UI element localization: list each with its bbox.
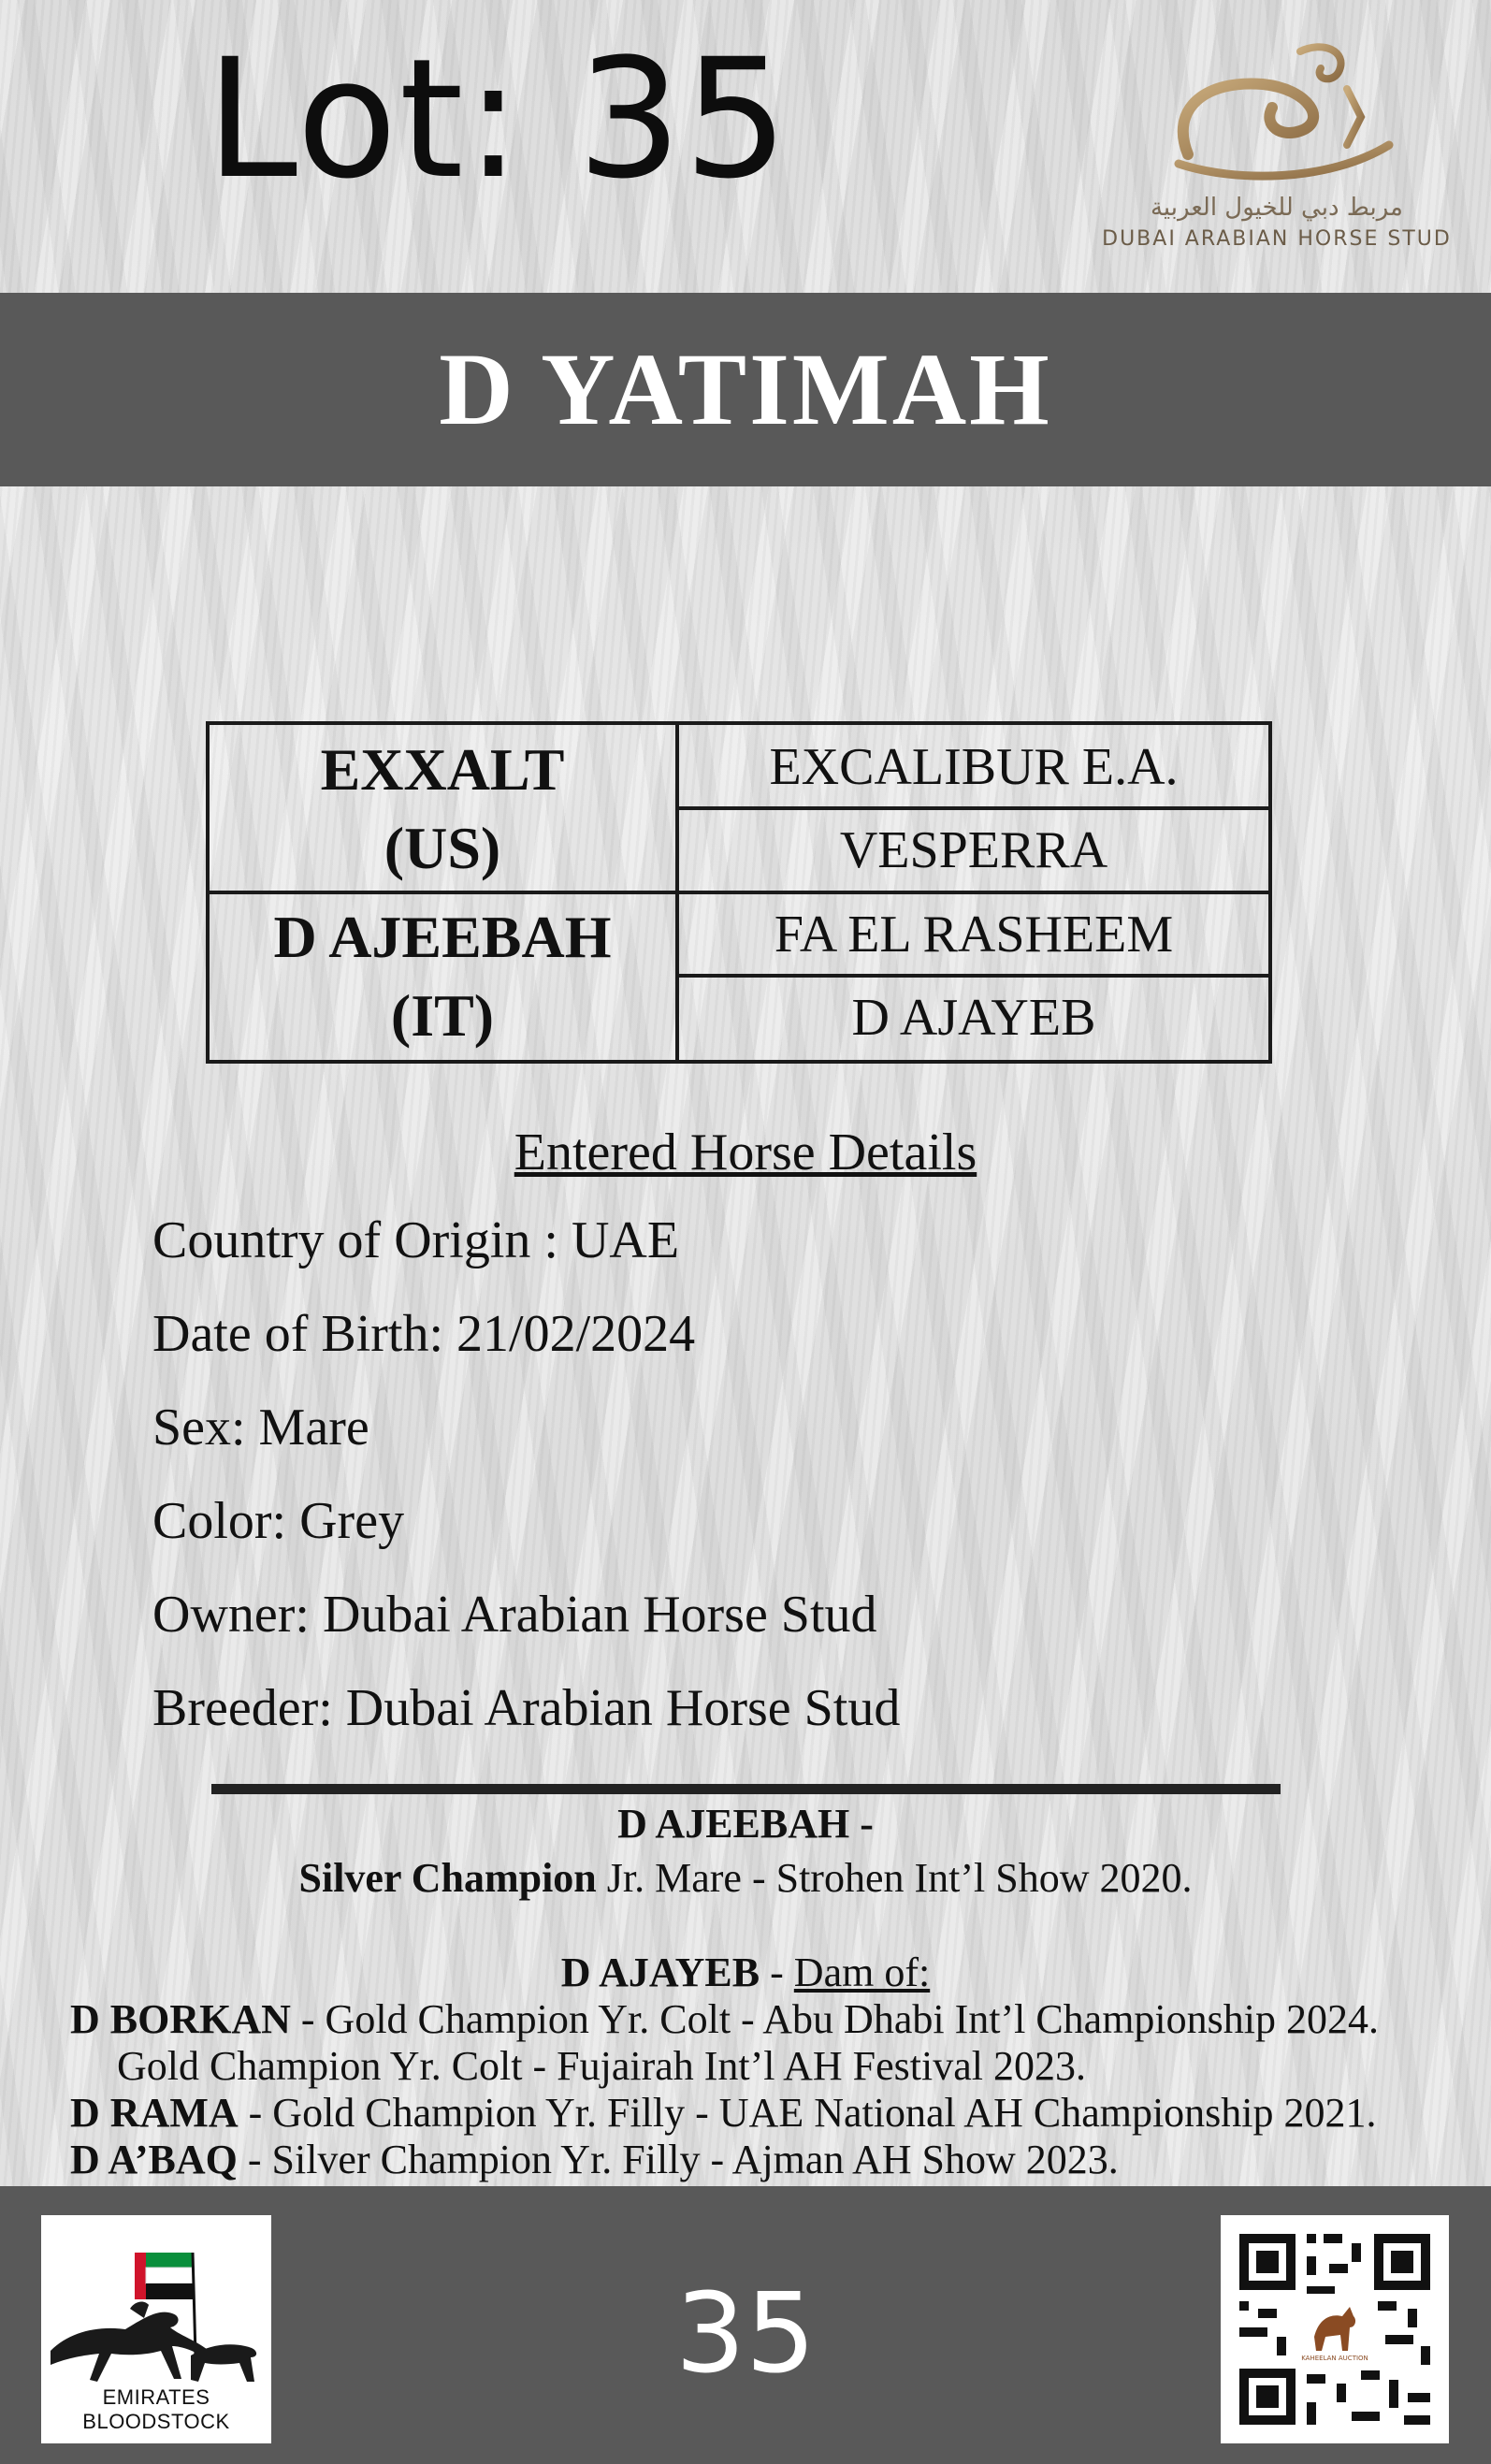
qr-code-icon — [1221, 2215, 1449, 2443]
owner: Owner: Dubai Arabian Horse Stud — [152, 1586, 877, 1644]
pedigree-dam-sire: FA EL RASHEEM — [774, 905, 1174, 964]
produce-detail: - Silver Champion Yr. Filly - Ajman AH Show 2023. — [237, 2137, 1119, 2182]
sex: Sex: Mare — [152, 1399, 369, 1457]
lot-number: Lot: 35 — [206, 23, 790, 215]
horse-stud-emblem-icon — [1160, 33, 1394, 192]
pedigree-table — [206, 721, 1272, 1064]
breeder: Breeder: Dubai Arabian Horse Stud — [152, 1679, 901, 1737]
granddam-separator: - — [760, 1949, 794, 1995]
horse-name: D YATIMAH — [439, 332, 1052, 446]
horse-name-banner — [0, 293, 1491, 486]
produce-name: D A’BAQ — [70, 2137, 238, 2182]
dam-award-note — [0, 1854, 1491, 1902]
granddam-note — [0, 1949, 1491, 1996]
produce-detail: - Gold Champion Yr. Filly - UAE National AH Championship 2021. — [238, 2090, 1377, 2136]
produce-name: D RAMA — [70, 2090, 239, 2136]
dubai-arabian-horse-stud-logo — [1090, 33, 1464, 257]
produce-detail: - Gold Champion Yr. Colt - Abu Dhabi Int’l Championship 2024. — [290, 1996, 1380, 2042]
produce-line — [70, 2089, 1377, 2137]
produce-line — [70, 2136, 1119, 2183]
produce-line — [117, 2042, 1086, 2090]
emirates-bloodstock-text: EMIRATES BLOODSTOCK — [82, 2385, 230, 2433]
dam-award-title: Silver Champion — [298, 1855, 597, 1901]
pedigree-divider — [679, 806, 1268, 810]
produce-name: D BORKAN — [70, 1996, 291, 2042]
logo-arabic-text: مربط دبي للخيول العربية — [1150, 194, 1403, 222]
pedigree-dam: D AJEEBAH (IT) — [210, 892, 679, 1060]
pedigree-sire: EXXALT (US) — [210, 725, 679, 892]
produce-line — [70, 1995, 1379, 2043]
color: Color: Grey — [152, 1492, 405, 1550]
section-divider — [211, 1784, 1281, 1794]
pedigree-dam-dam: D AJAYEB — [851, 989, 1096, 1047]
dam-name-note: D AJEEBAH - — [617, 1801, 874, 1847]
produce-detail: Gold Champion Yr. Colt - Fujairah Int’l AH Festival 2023. — [117, 2043, 1086, 2089]
pedigree-sire-dam: VESPERRA — [839, 821, 1108, 879]
logo-english-text: DUBAI ARABIAN HORSE STUD — [1102, 227, 1452, 251]
details-heading: Entered Horse Details — [514, 1123, 977, 1181]
date-of-birth: Date of Birth: 21/02/2024 — [152, 1305, 696, 1363]
footer-lot-number: 35 — [674, 2268, 817, 2398]
granddam-name: D AJAYEB — [560, 1949, 760, 1995]
qr-center-label: KAHEELAN AUCTION — [1301, 2355, 1368, 2362]
pedigree-sire-sire: EXCALIBUR E.A. — [769, 737, 1179, 796]
pedigree-divider — [210, 891, 1268, 894]
country-of-origin: Country of Origin : UAE — [152, 1211, 680, 1269]
dam-award-detail: Jr. Mare - Strohen Int’l Show 2020. — [596, 1855, 1193, 1901]
dam-of-label: Dam of: — [793, 1949, 931, 1995]
pedigree-divider — [679, 974, 1268, 978]
qr-code[interactable] — [1221, 2215, 1449, 2443]
